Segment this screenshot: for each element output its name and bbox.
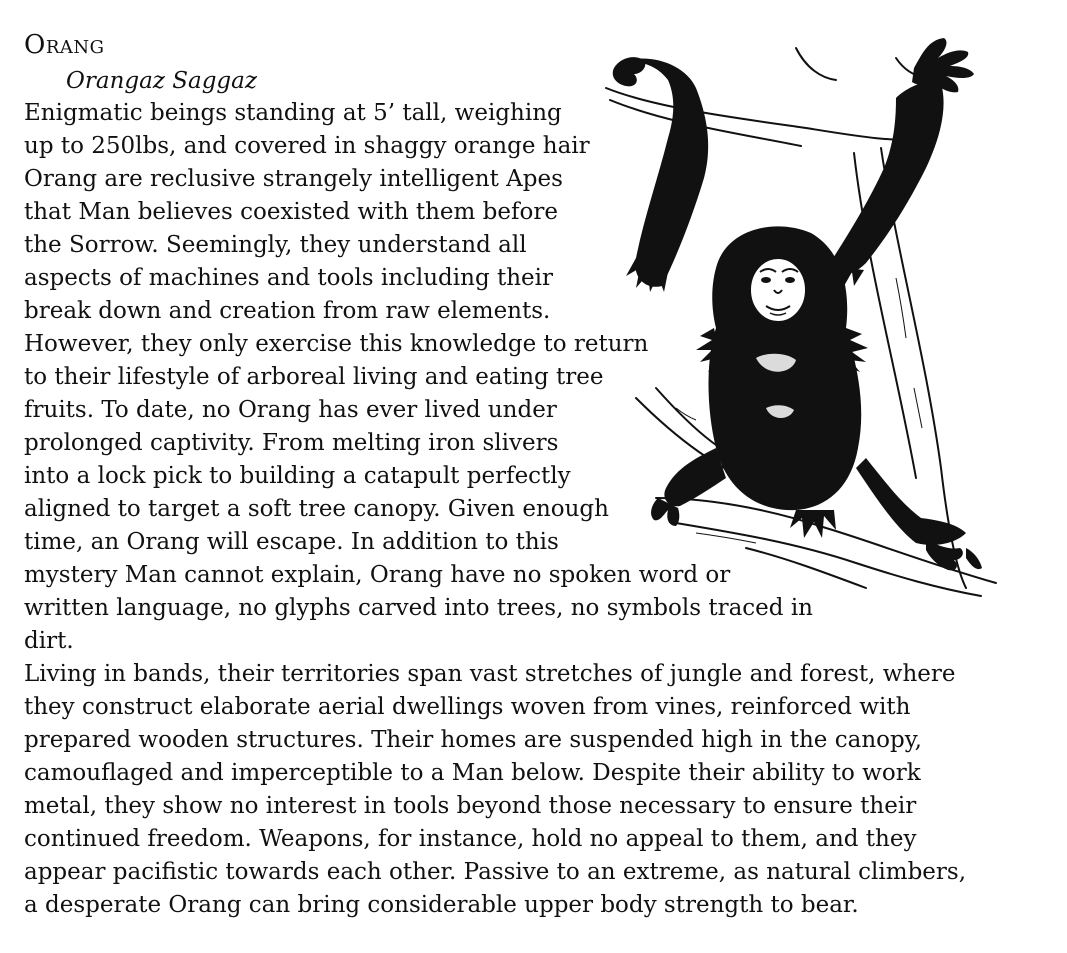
body-line: a desperate Orang can bring considerable upper body strength to bear. xyxy=(24,892,859,918)
body-line: camouflaged and imperceptible to a Man below. Despite their ability to work xyxy=(24,760,921,786)
body-line: the Sorrow. Seemingly, they understand all xyxy=(24,232,527,258)
body-line: written language, no glyphs carved into trees, no symbols traced in xyxy=(24,595,813,621)
body-line: time, an Orang will escape. In addition to this xyxy=(24,529,559,555)
body-line: into a lock pick to building a catapult perfectly xyxy=(24,463,571,489)
body-line: Orang are reclusive strangely intelligent Apes xyxy=(24,166,563,192)
body-line: prepared wooden structures. Their homes are suspended high in the canopy, xyxy=(24,727,922,753)
body-line: up to 250lbs, and covered in shaggy orange hair xyxy=(24,133,590,159)
body-line: Living in bands, their territories span vast stretches of jungle and forest, where xyxy=(24,661,956,687)
latin-name: Orangaz Saggaz xyxy=(66,68,257,94)
body-line: aligned to target a soft tree canopy. Given enough xyxy=(24,496,609,522)
body-line: aspects of machines and tools including their xyxy=(24,265,553,291)
body-line: that Man believes coexisted with them before xyxy=(24,199,558,225)
body-line: Enigmatic beings standing at 5’ tall, weighing xyxy=(24,100,562,126)
body-line: However, they only exercise this knowledge to return xyxy=(24,331,649,357)
body-line: appear pacifistic towards each other. Passive to an extreme, as natural climbers, xyxy=(24,859,967,885)
body-line: to their lifestyle of arboreal living and eating tree xyxy=(24,364,604,390)
body-line: prolonged captivity. From melting iron slivers xyxy=(24,430,559,456)
entry-title: Orang xyxy=(24,30,105,60)
body-line: continued freedom. Weapons, for instance, hold no appeal to them, and they xyxy=(24,826,917,852)
body-line: mystery Man cannot explain, Orang have no spoken word or xyxy=(24,562,731,588)
orangutan-illustration xyxy=(596,28,1006,603)
body-line: fruits. To date, no Orang has ever lived under xyxy=(24,397,557,423)
body-line: they construct elaborate aerial dwellings woven from vines, reinforced with xyxy=(24,694,911,720)
body-line: dirt. xyxy=(24,628,74,654)
body-line: break down and creation from raw elements. xyxy=(24,298,551,324)
body-line: metal, they show no interest in tools beyond those necessary to ensure their xyxy=(24,793,917,819)
